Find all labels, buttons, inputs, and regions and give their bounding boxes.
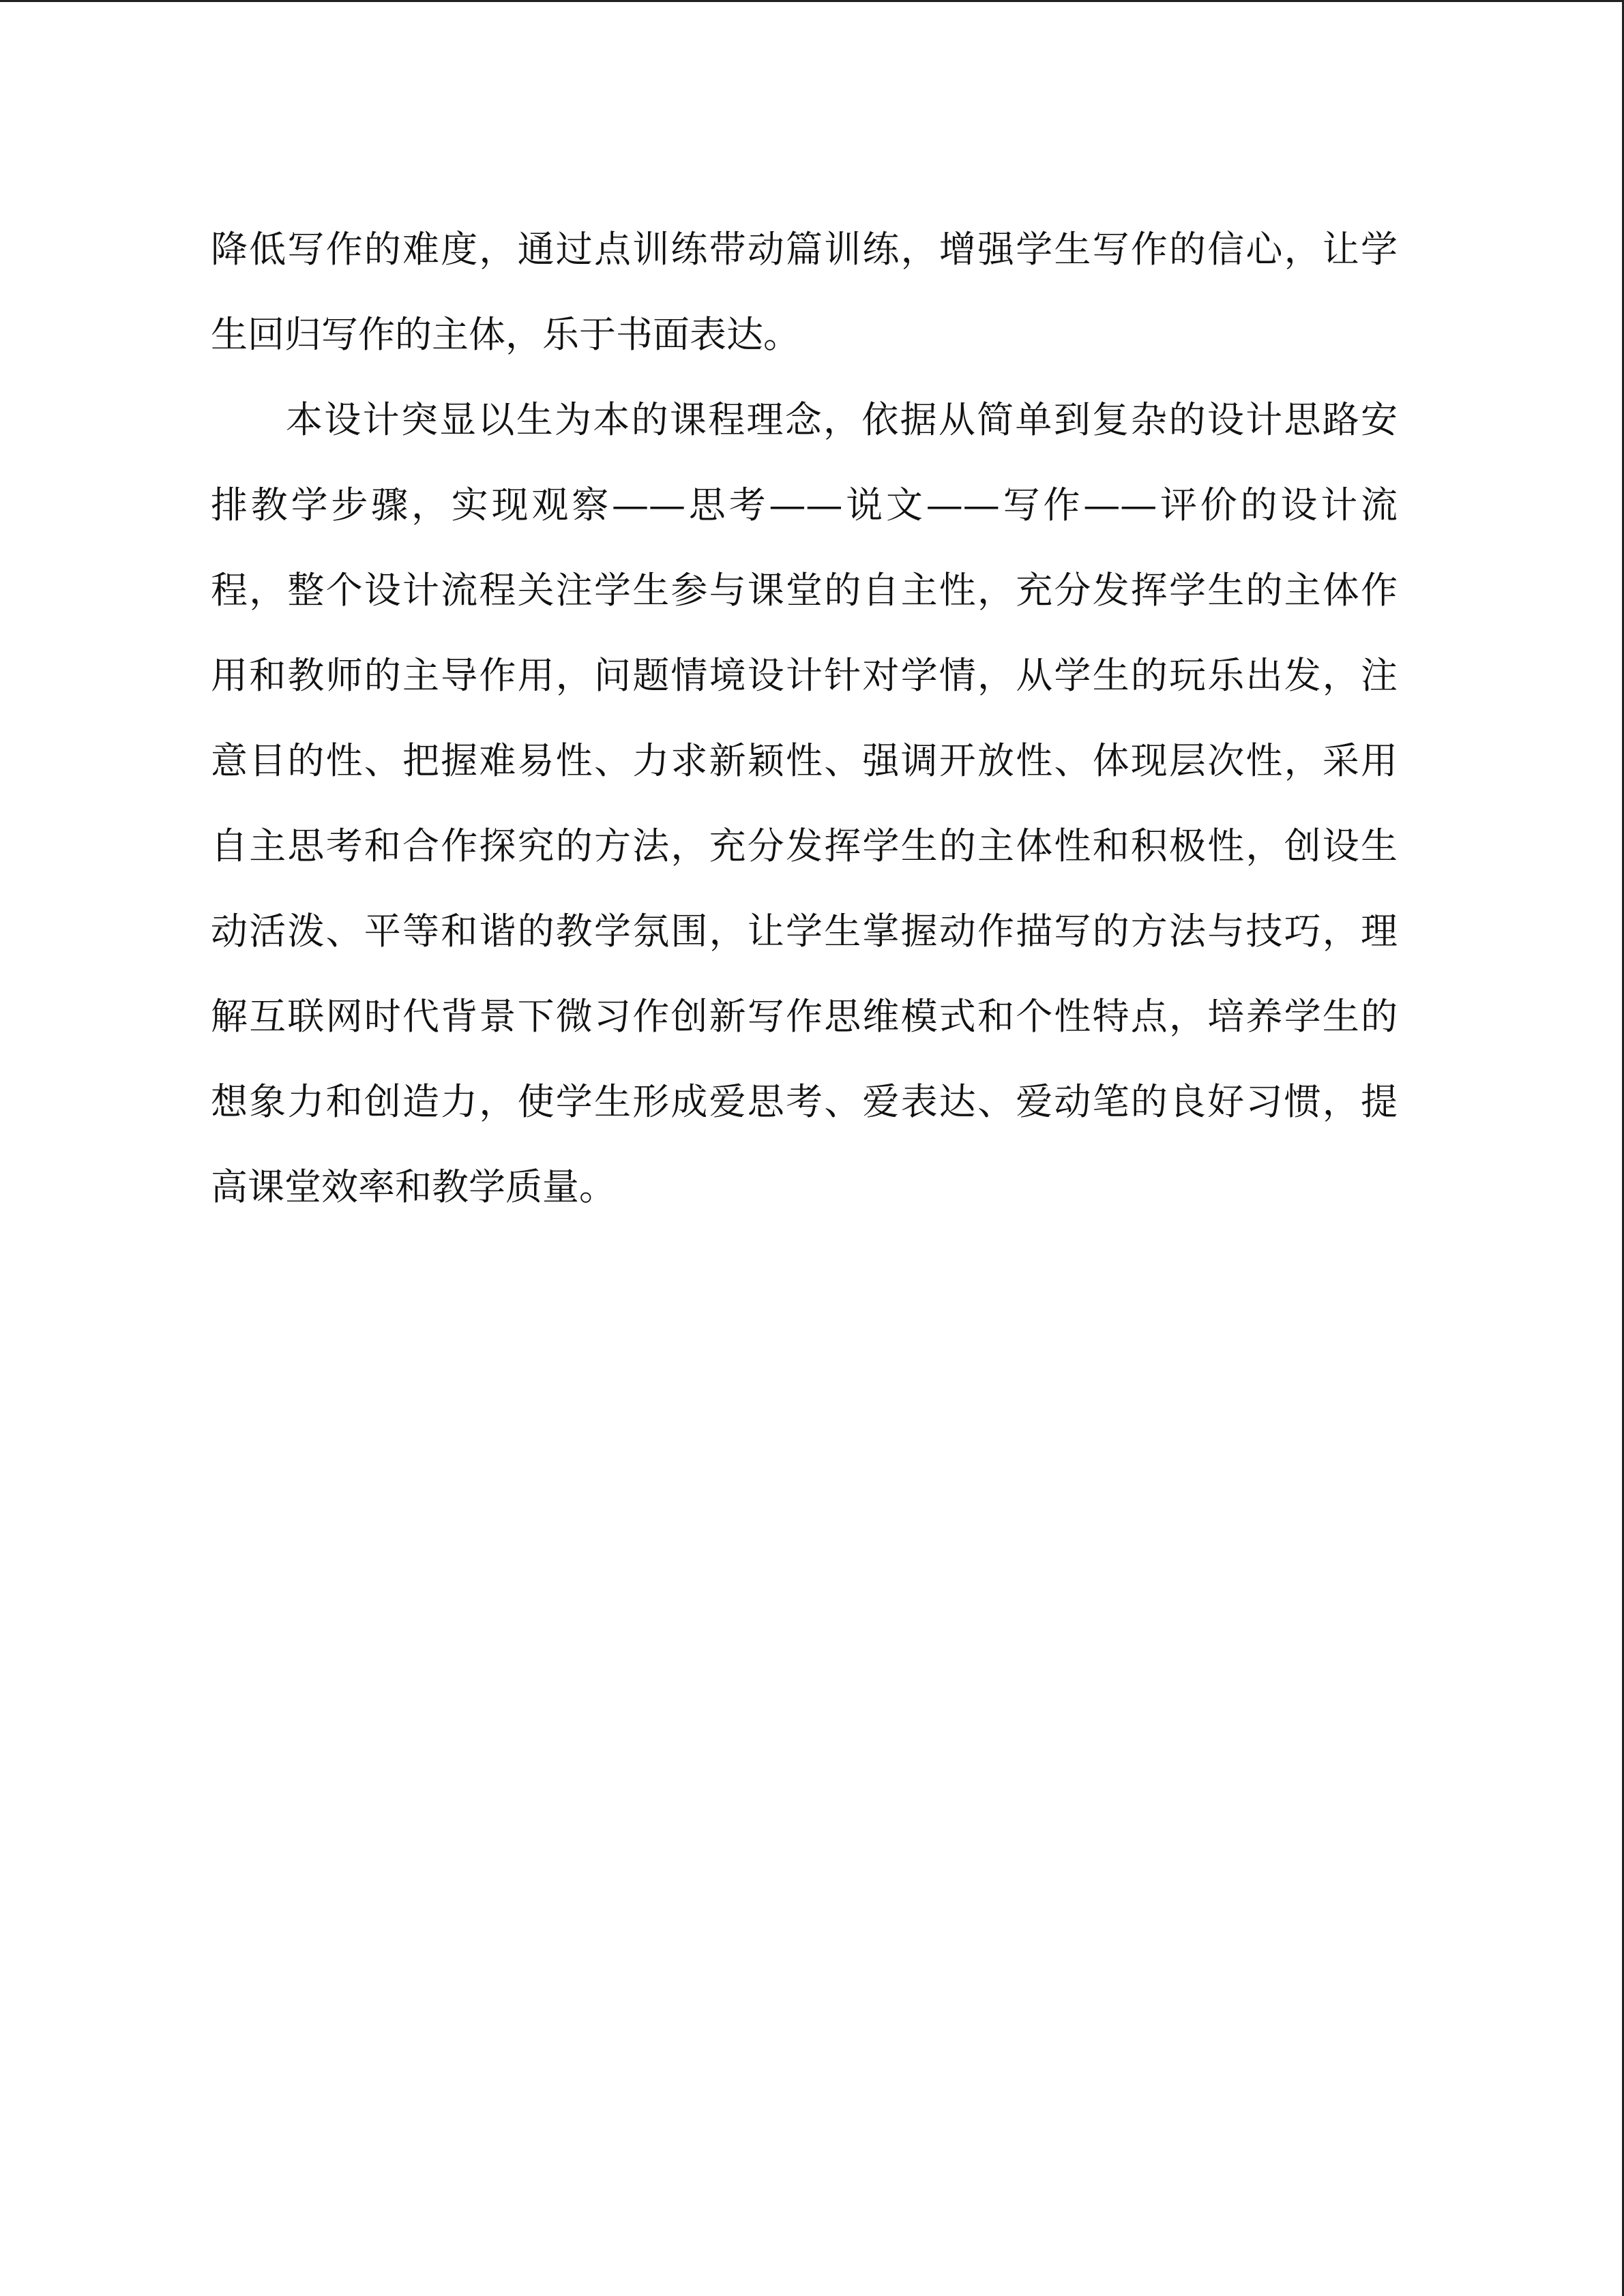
paragraph-1 (211, 207, 1398, 377)
paragraph-line: 动活泼、平等和谐的教学氛围，让学生掌握动作描写的方法与技巧，理 (211, 910, 1398, 953)
paragraph-line: 解互联网时代背景下微习作创新写作思维模式和个性特点，培养学生的 (211, 995, 1398, 1038)
paragraph-line: 降低写作的难度，通过点训练带动篇训练，增强学生写作的信心，让学 (211, 228, 1398, 271)
paragraph-line: 排教学步骤，实现观察——思考——说文——写作——评价的设计流 (211, 483, 1398, 526)
paragraph-line: 意目的性、把握难易性、力求新颖性、强调开放性、体现层次性，采用 (211, 739, 1398, 782)
paragraph-line: 程，整个设计流程关注学生参与课堂的自主性，充分发挥学生的主体作 (211, 569, 1398, 612)
paragraph-2 (211, 377, 1398, 1229)
paragraph-line: 生回归写作的主体，乐于书面表达。 (211, 313, 800, 356)
document-body (211, 207, 1398, 1229)
paragraph-line: 自主思考和合作探究的方法，充分发挥学生的主体性和积极性，创设生 (211, 824, 1398, 867)
paragraph-line: 用和教师的主导作用，问题情境设计针对学情，从学生的玩乐出发，注 (211, 654, 1398, 697)
paragraph-line: 想象力和创造力，使学生形成爱思考、爱表达、爱动笔的良好习惯，提 (211, 1080, 1398, 1123)
paragraph-line: 高课堂效率和教学质量。 (211, 1165, 616, 1208)
paragraph-line: 本设计突显以生为本的课程理念，依据从简单到复杂的设计思路安 (286, 398, 1398, 441)
